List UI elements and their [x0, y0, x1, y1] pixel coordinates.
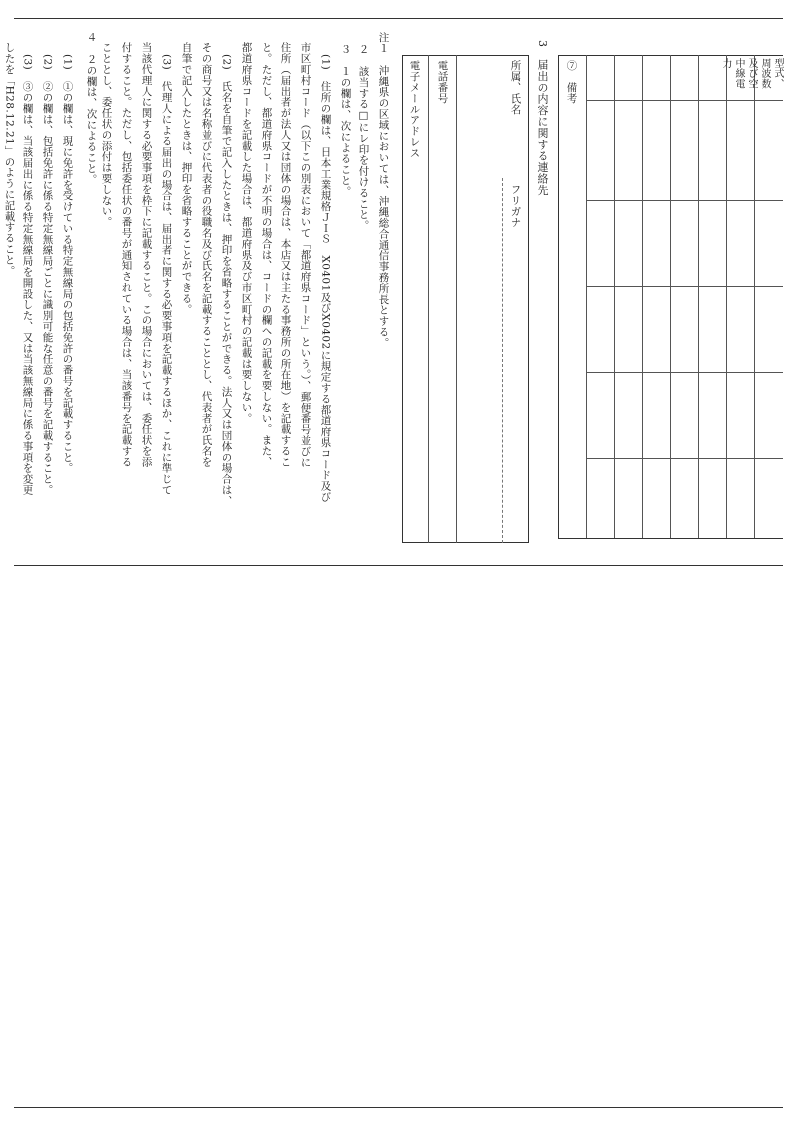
note-line: 当該代理人に関する必要事項を枠下に記載すること。この場合においては、委任状を添 — [140, 42, 153, 468]
note-line: したを「H28.12.21」のように記載すること。 — [3, 42, 16, 276]
remarks-label: ⑦ 備考 — [565, 60, 578, 104]
middle-rule — [14, 565, 783, 566]
note-line: (2) 氏名を自筆で記入したときは、押印を省略することができる。法人又は団体の場合は、 — [220, 54, 233, 507]
note-line: 市区町村コード（以下この別表において「都道府県コード」という。）、郵便番号並びに — [299, 42, 312, 468]
contact-section-heading: 3 届出の内容に関する連絡先 — [536, 40, 549, 196]
note-line: 付すること。ただし、包括委任状の番号が通知されている場合は、当該番号を記載する — [120, 42, 133, 468]
note-line: こととし、委任状の添付は要しない。 — [100, 42, 113, 228]
note-line: ４ ２の欄は、次によること。 — [85, 32, 98, 185]
note-line: 住所（届出者が法人又は団体の場合は、本店又は主たる事務所の所在地）を記載するこ — [279, 42, 292, 468]
equipment-header-label: 型式、周波数及び空中線電力 — [720, 58, 783, 90]
affiliation-name-label: 所属、氏名 — [509, 60, 522, 115]
note-line: ３ １の欄は、次によること。 — [339, 44, 352, 197]
note-line: (3) 代理人による届出の場合は、届出者に関する必要事項を記載するほか、これに準じて — [160, 54, 173, 496]
note-line: ２ 該当する□にレ印を付けること。 — [357, 44, 370, 231]
note-line: 自筆で記入したときは、押印を省略することができる。 — [180, 42, 193, 315]
note-line: (1) ①の欄は、現に免許を受けている特定無線局の包括免許の番号を記載すること。 — [61, 54, 74, 474]
bottom-rule — [14, 1107, 783, 1108]
phone-label: 電話番号 — [436, 60, 449, 104]
furigana-label: フリガナ — [509, 184, 522, 228]
note-line: (2) ②の欄は、包括免許に係る特定無線局ごとに識別可能な任意の番号を記載すること。 — [41, 54, 54, 496]
note-line: と。ただし、都道府県コードが不明の場合は、コードの欄への記載を要しない。また、 — [260, 42, 273, 468]
note-line: (1) 住所の欄は、日本工業規格ＪＩＳ X0401及びX0402に規定する都道府県コード及び — [319, 54, 332, 503]
note-line: その商号又は名称並びに代表者の役職名及び氏名を記載することとし、代表者が氏名を — [200, 42, 213, 468]
top-rule — [14, 18, 783, 19]
email-label: 電子メールアドレス — [408, 60, 421, 159]
note-line: (3) ③の欄は、当該届出に係る特定無線局を開設した、又は当該無線局に係る事項を変更 — [21, 54, 34, 496]
note-line: 注１ 沖縄県の区域においては、沖縄総合通信事務所長とする。 — [377, 32, 390, 349]
note-line: 都道府県コードを記載した場合は、都道府県及び市区町村の記載は要しない。 — [240, 42, 253, 424]
